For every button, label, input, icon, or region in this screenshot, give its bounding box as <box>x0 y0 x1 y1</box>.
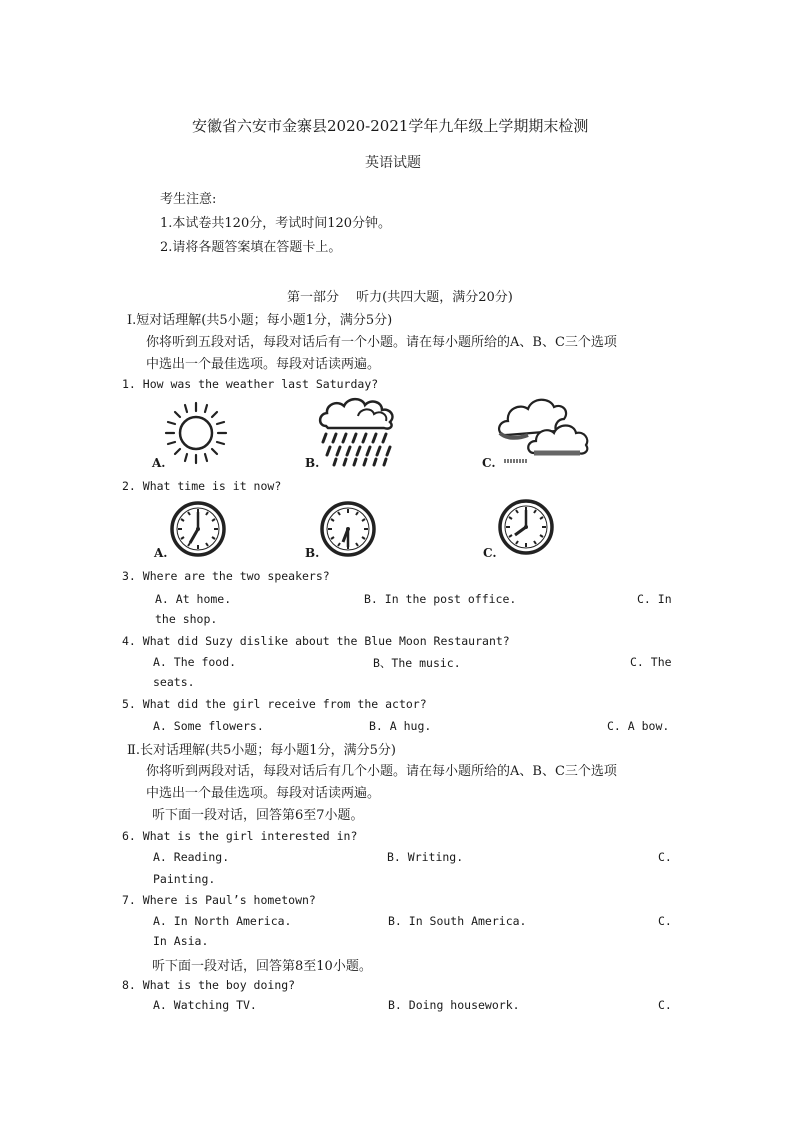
section1-heading: Ⅰ.短对话理解(共5小题；每小题1分，满分5分) <box>127 313 393 328</box>
q5-option-a: A. Some flowers. <box>153 719 264 733</box>
q6-question: 6. What is the girl interested in? <box>122 829 358 843</box>
q6-option-b: B. Writing. <box>387 850 464 864</box>
section1-instruction-1: 你将听到五段对话，每段对话后有一个小题。请在每小题所给的A、B、C三个选项 <box>146 335 617 350</box>
q5-question: 5. What did the girl receive from the actor? <box>122 697 427 711</box>
q7-option-a: A. In North America. <box>153 914 292 928</box>
q8-question: 8. What is the boy doing? <box>122 978 296 992</box>
q2-label-c: C. <box>483 546 497 560</box>
page-subtitle: 英语试题 <box>365 155 421 171</box>
clock-seven-icon <box>170 499 226 559</box>
q5-option-b: B. A hug. <box>369 719 432 733</box>
q4-option-b: B、The music. <box>373 656 461 670</box>
notice-item-2: 2.请将各题答案填在答题卡上。 <box>160 240 342 255</box>
q2-label-a: A. <box>154 546 168 560</box>
q4-option-c-cont: seats. <box>153 675 195 689</box>
sun-icon <box>166 400 226 466</box>
page-title: 安徽省六安市金寨县2020-2021学年九年级上学期期末检测 <box>192 117 589 135</box>
q1-label-a: A. <box>152 456 166 470</box>
q8-option-b: B. Doing housework. <box>388 998 520 1012</box>
q3-option-b: B. In the post office. <box>364 592 517 606</box>
q7-option-c: C. <box>658 914 672 928</box>
q7-option-b: B. In South America. <box>388 914 527 928</box>
q3-question: 3. Where are the two speakers? <box>122 569 330 583</box>
q3-option-c-cont: the shop. <box>155 612 218 626</box>
q8-option-c: C. <box>658 998 672 1012</box>
section2-heading: Ⅱ.长对话理解(共5小题；每小题1分，满分5分) <box>127 743 396 758</box>
section2-instruction-2: 中选出一个最佳选项。每段对话读两遍。 <box>146 786 381 801</box>
q1-label-c: C. <box>482 456 496 470</box>
q4-question: 4. What did Suzy dislike about the Blue Moon Restaurant? <box>122 634 510 648</box>
q5-option-c: C. A bow. <box>607 719 670 733</box>
q2-question: 2. What time is it now? <box>122 479 282 493</box>
q6-option-a: A. Reading. <box>153 850 230 864</box>
notice-heading: 考生注意: <box>160 192 217 207</box>
q8-option-a: A. Watching TV. <box>153 998 257 1012</box>
part1-title: 第一部分 听力(共四大题，满分20分) <box>287 290 513 305</box>
q6-option-c-cont: Painting. <box>153 872 216 886</box>
clock-six-thirty-icon <box>320 499 376 559</box>
q6-option-c: C. <box>658 850 672 864</box>
clock-eight-icon <box>498 497 554 557</box>
q4-option-c: C. The <box>630 655 672 669</box>
q7-option-c-cont: In Asia. <box>153 934 209 948</box>
q1-question: 1. How was the weather last Saturday? <box>122 377 379 391</box>
rain-cloud-icon <box>318 394 404 468</box>
q1-label-b: B. <box>305 456 320 470</box>
section2-lead-2: 听下面一段对话，回答第8至10小题。 <box>152 959 372 974</box>
section2-instruction-1: 你将听到两段对话，每段对话后有几个小题。请在每小题所给的A、B、C三个选项 <box>146 764 617 779</box>
q2-label-b: B. <box>305 546 320 560</box>
q7-question: 7. Where is Paul’s hometown? <box>122 893 316 907</box>
notice-item-1: 1.本试卷共120分，考试时间120分钟。 <box>160 216 392 231</box>
q3-option-c: C. In <box>637 592 672 606</box>
section2-lead-1: 听下面一段对话，回答第6至7小题。 <box>152 808 364 823</box>
q3-option-a: A. At home. <box>155 592 232 606</box>
section1-instruction-2: 中选出一个最佳选项。每段对话读两遍。 <box>146 357 381 372</box>
cloudy-icon <box>498 395 590 469</box>
q4-option-a: A. The food. <box>153 655 237 669</box>
